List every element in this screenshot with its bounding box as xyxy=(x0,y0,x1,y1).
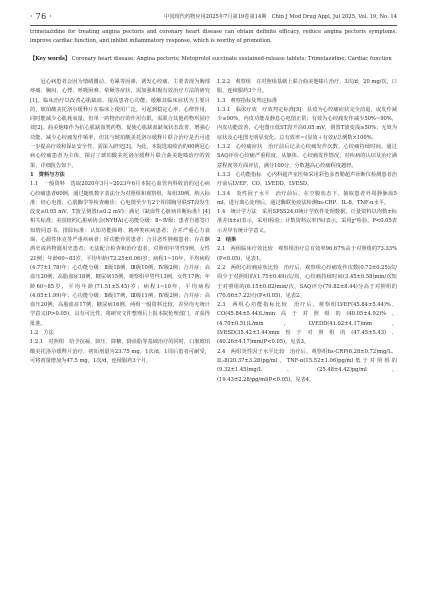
keywords xyxy=(30,55,397,64)
section-heading-methods: 1 资料与方法 xyxy=(30,171,65,178)
inflammatory-factors-paragraph: 1.3.4 炎性因子水平 治疗前后，在空腹状态下，抽取患者外周静脉血5 ml，进行离心处理后，通过酶联免疫法检测hs-CRP、IL-8、TNF-α水平。 xyxy=(217,190,397,206)
methods-heading: 1.2 方法 xyxy=(30,330,54,337)
english-abstract: trimetazidine for treating angina pectoris and coronary heart disease can obtain definite efficacy, reduce angina pectoris symptoms, improve cardiac function, and inhibit inflammatory response, which is worthy of promotion. xyxy=(30,29,397,45)
section-heading-results: 2 结果 xyxy=(217,237,237,244)
result-efficacy-paragraph: 2.1 两组临床疗效比较 观察组治疗总有效率96.67%高于对照组的73.33%(P<0.05)，见表1。 xyxy=(217,246,397,262)
observation-group-paragraph: 1.2.2 观察组 在对照组基础上联合曲美他嗪片治疗，3次/d，20 mg/次，口服，连续服药3个月。 xyxy=(217,79,397,95)
angina-symptoms-paragraph: 1.3.2 心绞痛症状 治疗前后记录心绞痛发作次数、心绞痛持续时间。通过SAQ评价心绞痛严重程度，从躯体、心绞痛发作情况、对疾病的认识及治疗满意程度等方面评估，满分100分，分数越高心绞痛程度越轻。 xyxy=(217,144,397,169)
general-data-paragraph: 1.1 一般资料 选取2020年3月~2023年6月本院心血管内科收治的冠心病心绞痛患者60例，通过随机数字表法分为对照组和观察组，每组30例。纳入标准：经心电图、心肌酶学等检查确诊；心电图至少有2个相邻胸导联ST段发生改变≥0.05 mV，T波呈倒置(≥0.2 mV)；满足《缺血性心脏病诊断标准》[4]相关标准；美国纽约心脏病协会(NYHA)心功能分级：Ⅱ~Ⅳ级；患者自愿签订知情同意书。排除标准：认知功能障碍、精神类疾病患者；合并严重心力衰竭、心源性休克等严重疾病者；肝功能异常患者；合并恶性肿瘤患者；存在酗酒史或药物滥用史患者；无法配合检查和治疗患者。对照组中男性9例，女性21例；年龄60~83岁，平均年龄(72.25±6.06)岁；病程1~10年，平均病程(4.77±1.78)年；心功能分级：Ⅱ级18例，Ⅲ级10例，Ⅳ级2例；合并症：高血压20例，高脂血症18例，糖尿病15例。观察组中男性13例，女性17例；年龄60~85岁，平均年龄(71.51±5.45)岁；病程1~10年，平均病程(4.05±1.99)年；心功能分级：Ⅱ级17例，Ⅲ级11例，Ⅳ级2例；合并症：高血压20例，高脂血症17例，糖尿病16例。两组一般资料比较，差异均无统计学意义(P>0.05)，具有可比性。将研究文件整理后上报本院伦理部门，并获得批准。 xyxy=(30,181,210,327)
keywords-text: Coronary heart disease; Angina pectoris; Metoprolol succinate sustained-release tablets; Trimetazidine; Cardiac function xyxy=(70,56,392,62)
clinical-efficacy-paragraph: 1.3.1 临床疗效 疗效判定标准[5]：显效为心绞痛症状完全消退，或发作减少≥90%，内皮功能及静息心电图正常；有效为心绞痛发作减少50%~90%，内皮功能改善，心电图压低ST段升高0.05 mV，倒置T波变浅≥50%；无效为症状及心电图无明显变化。总有效率＝(显效＋有效)/总例数×100%。 xyxy=(217,106,397,141)
keywords-label: 【Key words】 xyxy=(30,56,71,62)
intro-paragraph: 冠心病患者会因为情绪激动、劳累等因素，诱发心绞痛，主要表现为胸部疼痛、胸闷、心悸、呼吸困难、晕厥等症状，需加强积极有效治疗方法的研究[1]。临床治疗以改善心肌缺血、提高患者心功能，缓解其临床症状为主要目的，琥珀酸美托洛尔缓释片在临床上使用广泛，可起到稳定心率、心律作用，同时能减少心肌耗氧量，但单一药物治疗的作用有限，需联合其他药物巩固疗效[2]。曲美他嗪作为抗心肌缺血类药物，促使心肌缺血缺氧状态改善，增强心功能，减少心绞痛发作频率，但其与琥珀酸美托洛尔缓释片联合治疗是否可进一步提高疗效和保证安全性，需深入研究[3]。为此，本院选取收治的60例冠心病心绞痛患者为主体，探讨了琥珀酸美托洛尔缓释片联合曲美他嗪治疗的效果，详细报告如下。 xyxy=(30,79,210,169)
indicators-heading: 1.3 观察指标及判定标准 xyxy=(217,97,278,104)
cardiac-function-paragraph: 1.3.3 心功能指标 心内科超声室医师采用彩色多普勒超声诊断仪检测患者治疗前后LVEF、CO、LVEDD、LVESD。 xyxy=(217,171,397,188)
running-header: 中国现代药物应用2025年7月第19卷第14期 Chin J Mod Drug Appl, Jul 2025, Vol. 19, No. 14 xyxy=(164,14,397,20)
page-number: · 76 · xyxy=(30,12,53,21)
result-angina-paragraph: 2.2 两组心绞痛症状比较 治疗后，观察组心绞痛发作次数(0.72±0.25)次/周少于对照组的(1.75±0.49)次/周，心绞痛持续时间(3.45±0.58)min/次短于对照组的(6.15±0.82)min/次，SAQ评分(79.82±8.44)分高于对照组的(70.06±7.22)分(P<0.05)。见表2。 xyxy=(217,264,397,299)
result-cardiac-paragraph: 2.3 两组心功能指标比较 治疗后，观察组LVEF(45.84±5.44)%、CO(45.84±5.44)L/min高于对照组的(40.05±4.92)%、(4.70±0.51)L/min，LVEDD(41.02±4.17)mm、LVESD(35.42±3.44)mm短于对照组的(47.45±5.43)、(40.26±4.17)mm(P<0.05)。见表3。 xyxy=(217,302,397,346)
right-column xyxy=(217,78,397,385)
control-group-paragraph: 1.2.1 对照组 给予抗凝、降压、降糖、降血脂等基础治疗的同时，口服琥珀酸美托洛尔缓释片治疗，初始剂量为23.75 mg，1次/d，1周后患者可耐受，可将剂量增加为47.5 mg，1次/d，连续服药3个月。 xyxy=(30,339,210,364)
left-column xyxy=(30,78,210,366)
header-divider xyxy=(30,25,397,26)
statistics-paragraph: 1.4 统计学方法 采用SPSS24.0统计学软件处理数据。计量资料以均数±标准差(x̄±s)表示，采用t检验；计数资料以率(%)表示，采用χ²检验。P<0.05表示差异有统计学意义。 xyxy=(217,209,397,234)
result-inflammatory-paragraph: 2.4 两组炎性因子水平比较 治疗后，观察组hs-CRP(6.28±0.72)mg/L、IL-8(20.37±3.28)pg/ml、TNF-α(15.52±1.06)pg/ml低于对照组的(9.32±1.45)mg/L、(25.48±4.42)pg/ml、(19.43±2.28)pg/ml(P<0.05)。见表4。 xyxy=(217,348,397,383)
